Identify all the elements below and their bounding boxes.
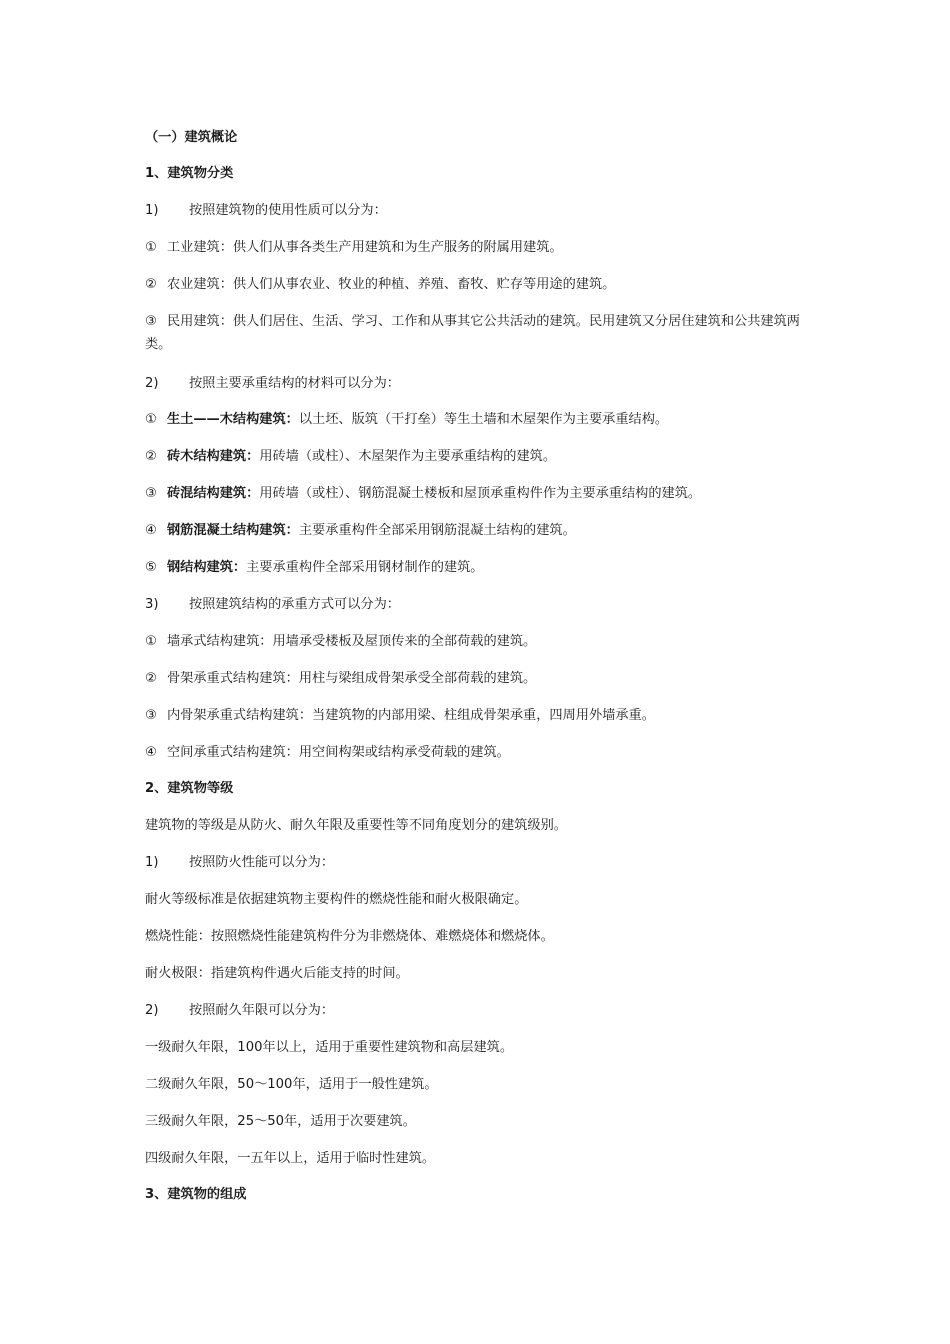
subsection-1-3 — [145, 593, 400, 616]
item-text: 以土坯、版筑（干打垒）等生土墙和木屋架作为主要承重结构。 — [298, 412, 669, 427]
section-3-title: 3、建筑物的组成 — [145, 1187, 247, 1202]
item-text: 骨架承重式结构建筑：用柱与梁组成骨架承受全部荷载的建筑。 — [167, 671, 537, 686]
subsection-text: 按照主要承重结构的材料可以分为： — [189, 376, 400, 391]
subsection-number: 1) — [145, 203, 159, 218]
item-marker: ② — [145, 277, 157, 292]
section-2-title: 2、建筑物等级 — [145, 781, 234, 796]
item-term: 砖木结构建筑： — [167, 449, 260, 464]
paragraph: 二级耐久年限，50～100年，适用于一般性建筑。 — [145, 1077, 438, 1092]
list-item — [145, 482, 701, 505]
subsection-1-1 — [145, 199, 387, 222]
paragraph: 四级耐久年限，一五年以上，适用于临时性建筑。 — [145, 1151, 436, 1166]
subsection-number: 2) — [145, 376, 159, 391]
item-marker: ① — [145, 412, 157, 427]
item-marker: ③ — [145, 708, 157, 723]
item-marker: ② — [145, 449, 157, 464]
subsection-2-1 — [145, 851, 334, 874]
section-2-intro: 建筑物的等级是从防火、耐久年限及重要性等不同角度划分的建筑级别。 — [145, 818, 567, 833]
item-text: 民用建筑：供人们居住、生活、学习、工作和从事其它公共活动的建筑。民用建筑又分居住建筑和公共建筑两类。 — [145, 314, 800, 352]
subsection-text: 按照建筑物的使用性质可以分为： — [189, 203, 387, 218]
subsection-text: 按照建筑结构的承重方式可以分为： — [189, 597, 400, 612]
item-text: 主要承重构件全部采用钢材制作的建筑。 — [246, 560, 484, 575]
list-item — [145, 310, 817, 356]
list-item — [145, 704, 655, 727]
list-item — [145, 273, 615, 296]
list-item — [145, 556, 484, 579]
item-text: 工业建筑：供人们从事各类生产用建筑和为生产服务的附属用建筑。 — [167, 240, 563, 255]
paragraph: 燃烧性能：按照燃烧性能建筑构件分为非燃烧体、难燃烧体和燃烧体。 — [145, 929, 554, 944]
paragraph: 耐火极限：指建筑构件遇火后能支持的时间。 — [145, 966, 409, 981]
item-marker: ① — [145, 634, 157, 649]
paragraph: 三级耐久年限，25～50年，适用于次要建筑。 — [145, 1114, 416, 1129]
list-item — [145, 408, 668, 431]
item-text: 农业建筑：供人们从事农业、牧业的种植、养殖、畜牧、贮存等用途的建筑。 — [167, 277, 616, 292]
subsection-text: 按照防火性能可以分为： — [189, 855, 335, 870]
list-item — [145, 667, 536, 690]
list-item — [145, 741, 510, 764]
subsection-number: 2) — [145, 1003, 159, 1018]
item-marker: ④ — [145, 745, 157, 760]
item-text: 用砖墙（或柱）、钢筋混凝土楼板和屋顶承重构件作为主要承重结构的建筑。 — [259, 486, 702, 501]
subsection-2-2 — [145, 999, 334, 1022]
item-marker: ③ — [145, 314, 157, 329]
item-text: 空间承重式结构建筑：用空间构架或结构承受荷载的建筑。 — [167, 745, 510, 760]
item-text: 用砖墙（或柱）、木屋架作为主要承重结构的建筑。 — [259, 449, 557, 464]
item-term: 生土——木结构建筑： — [167, 412, 299, 427]
subsection-number: 1) — [145, 855, 159, 870]
paragraph: 一级耐久年限，100年以上，适用于重要性建筑物和高层建筑。 — [145, 1040, 514, 1055]
subsection-text: 按照耐久年限可以分为： — [189, 1003, 335, 1018]
item-term: 钢结构建筑： — [167, 560, 247, 575]
item-marker: ⑤ — [145, 560, 157, 575]
subsection-number: 3) — [145, 597, 159, 612]
item-text: 主要承重构件全部采用钢筋混凝土结构的建筑。 — [298, 523, 576, 538]
item-marker: ④ — [145, 523, 157, 538]
item-term: 砖混结构建筑： — [167, 486, 260, 501]
paragraph: 耐火等级标准是依据建筑物主要构件的燃烧性能和耐火极限确定。 — [145, 892, 528, 907]
item-text: 内骨架承重式结构建筑：当建筑物的内部用梁、柱组成骨架承重，四周用外墙承重。 — [167, 708, 655, 723]
subsection-1-2 — [145, 372, 400, 395]
list-item — [145, 445, 556, 468]
list-item — [145, 236, 563, 259]
item-marker: ③ — [145, 486, 157, 501]
item-marker: ② — [145, 671, 157, 686]
section-1-title: 1、建筑物分类 — [145, 166, 234, 181]
item-text: 墙承式结构建筑：用墙承受楼板及屋顶传来的全部荷载的建筑。 — [167, 634, 537, 649]
item-term: 钢筋混凝土结构建筑： — [167, 523, 299, 538]
item-marker: ① — [145, 240, 157, 255]
main-heading: （一）建筑概论 — [145, 130, 238, 145]
list-item — [145, 630, 536, 653]
list-item — [145, 519, 576, 542]
